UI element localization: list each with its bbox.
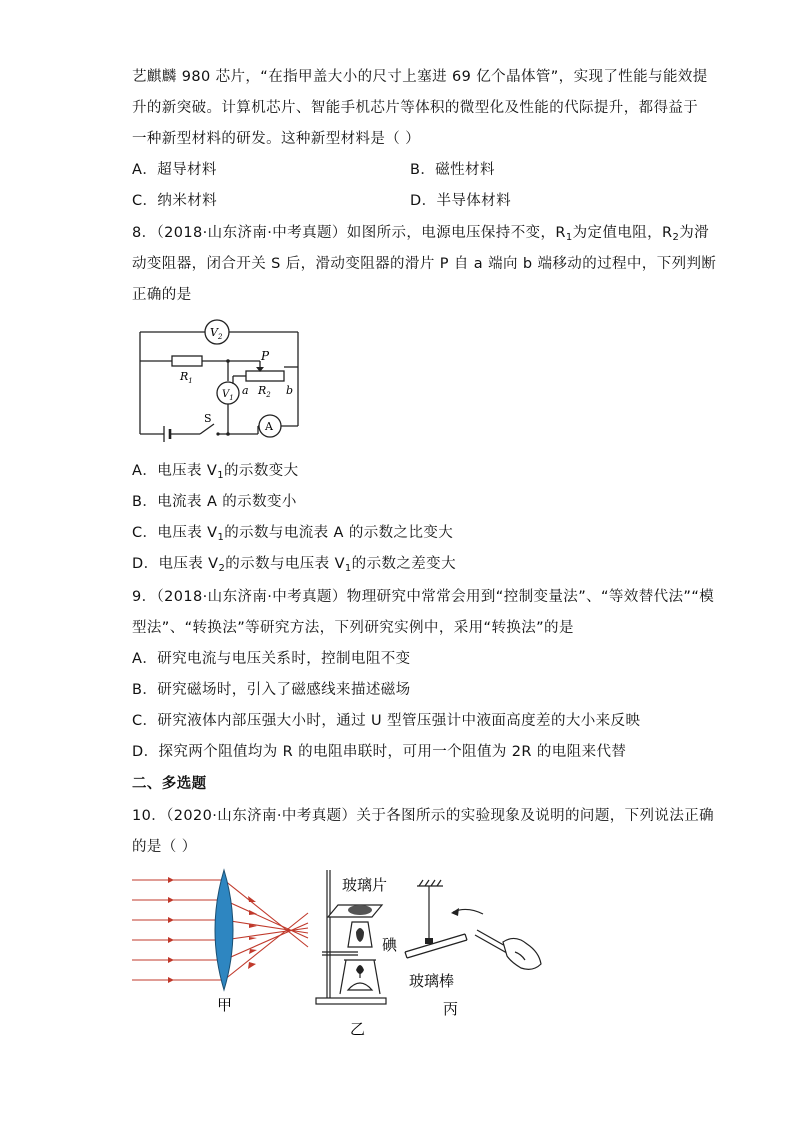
q8-text-line-3: 正确的是 [132,287,192,303]
q8-opt-a-part-b: 的示数变大 [224,463,299,479]
q7-option-c: C．纳米材料 [132,193,218,209]
q9-option-b: B．研究磁场时，引入了磁感线来描述磁场 [132,682,411,698]
label-glass-rod: 玻璃棒 [409,972,455,990]
q10-text-line-1: 10．（2020·山东济南·中考真题）关于各图所示的实验现象及说明的问题，下列说法正确 [132,808,715,824]
q7-option-b: B．磁性材料 [410,162,495,178]
q8-circuit-diagram [128,318,308,443]
q8-opt-a-sub: 1 [217,470,225,481]
q8-option-a [132,461,299,486]
q9-text-line-2: 型法”、“转换法”等研究方法，下列研究实例中，采用“转换法”的是 [132,620,574,636]
q7-text-line-1: 艺麒麟 980 芯片，“在指甲盖大小的尺寸上塞进 69 亿个晶体管”，实现了性能与能效提 [132,69,708,85]
q10-text-line-2: 的是（ ） [132,839,197,855]
q7-option-d: D．半导体材料 [410,193,511,209]
q8-line1-sub-2: 2 [672,232,680,243]
figure-label-bing: 丙 [443,1000,459,1018]
q8-opt-c-sub: 1 [217,532,225,543]
q8-line1-sub-1: 1 [565,232,573,243]
q8-text-line-2: 动变阻器，闭合开关 S 后，滑动变阻器的滑片 P 自 a 端向 b 端移动的过程中，下列判断 [132,256,717,272]
label-glass-sheet: 玻璃片 [342,876,388,894]
q9-option-c: C．研究液体内部压强大小时，通过 U 型管压强计中液面高度差的大小来反映 [132,713,641,729]
q8-opt-d-part-c: 的示数之差变大 [351,556,456,572]
q9-option-d: D．探究两个阻值均为 R 的电阻串联时，可用一个阻值为 2R 的电阻来代替 [132,744,627,760]
r2-label: $R_2$ [258,384,271,399]
q8-line1-part-c: 为滑 [679,225,710,241]
q8-opt-c-part-b: 的示数与电流表 A 的示数之比变大 [224,525,454,541]
figure-jia-convex-lens [128,868,328,1018]
q8-option-d [132,554,456,579]
q9-option-a: A．研究电流与电压关系时，控制电阻不变 [132,651,411,667]
figure-label-jia: 甲 [217,996,233,1014]
q8-text-line-1 [132,223,709,248]
q7-text-line-3: 一种新型材料的研发。这种新型材料是（ ） [132,131,421,147]
slider-p-label: P [261,349,270,363]
q8-option-c [132,523,453,548]
v1-label: $V_1$ [222,389,234,402]
section-heading-multiple-choice: 二、多选题 [132,776,207,792]
end-a-label: a [242,384,249,397]
label-iodine: 碘 [382,936,398,954]
r1-label: $R_1$ [180,370,193,385]
figure-label-yi: 乙 [350,1020,366,1038]
q8-opt-d-part-a: D．电压表 V [132,556,219,572]
ammeter-label: A [265,420,273,433]
end-b-label: b [286,384,294,397]
v2-label: $V_2$ [210,326,223,341]
iodine-stain [348,905,372,915]
q8-line1-part-b: 为定值电阻，R [572,225,673,241]
q7-text-line-2: 升的新突破。计算机芯片、智能手机芯片等体积的微型化及性能的代际提升，都得益于 [132,100,699,116]
q8-opt-c-part-a: C．电压表 V [132,525,218,541]
q7-option-a: A．超导材料 [132,162,217,178]
q8-opt-d-sub-2: 1 [344,563,352,574]
q8-opt-d-part-b: 的示数与电压表 V [225,556,345,572]
q8-line1-part-a: 8．（2018·山东济南·中考真题）如图所示，电源电压保持不变，R [132,225,566,241]
q9-text-line-1: 9．（2018·山东济南·中考真题）物理研究中常常会用到“控制变量法”、“等效替代法”“模 [132,589,715,605]
q8-opt-a-part-a: A．电压表 V [132,463,218,479]
switch-s-label: S [204,412,212,425]
figure-bing-glass-rod [395,872,555,1022]
q8-option-b: B．电流表 A 的示数变小 [132,494,297,510]
q8-opt-d-sub-1: 2 [218,563,226,574]
